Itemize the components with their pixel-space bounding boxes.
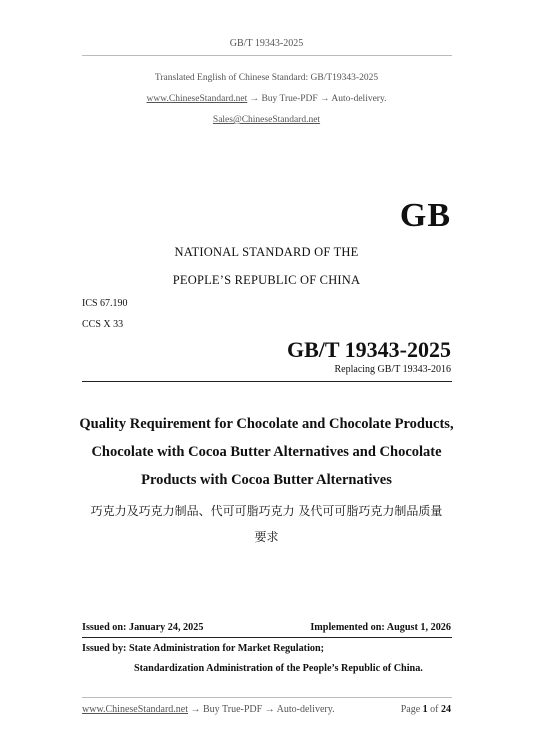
- issued-by-line-2: Standardization Administration of the People’s Republic of China.: [134, 663, 423, 674]
- issued-by-line-1: Issued by: State Administration for Market Regulation;: [82, 643, 325, 654]
- replacing-note: Replacing GB/T 19343-2016: [334, 364, 451, 375]
- issued-on-date: Issued on: January 24, 2025: [82, 622, 204, 633]
- running-header: GB/T 19343-2025: [229, 38, 304, 49]
- footer-site-link[interactable]: www.ChineseStandard.net: [82, 704, 188, 715]
- title-zh-line-1: 巧克力及巧克力制品、代可可脂巧克力 及代可可脂巧克力制品质量: [90, 504, 443, 518]
- page-number: 1: [422, 704, 428, 715]
- standard-number: GB/T 19343-2025: [286, 337, 451, 362]
- of-label: of: [430, 704, 439, 715]
- title-en-line-2: Chocolate with Cocoa Butter Alternatives and Chocolate: [91, 444, 442, 460]
- national-standard-line: NATIONAL STANDARD OF THE: [174, 245, 359, 259]
- sales-email-link[interactable]: Sales@ChineseStandard.net: [212, 115, 321, 125]
- ccs-code: CCS X 33: [82, 319, 124, 330]
- site-link[interactable]: www.ChineseStandard.net: [146, 94, 248, 104]
- translation-notice: Translated English of Chinese Standard: GB/T19343-2025: [154, 73, 379, 83]
- gb-logo: GB: [399, 197, 451, 234]
- implemented-on-date: Implemented on: August 1, 2026: [310, 622, 451, 633]
- title-divider: [82, 381, 452, 382]
- purchase-line: [0, 94, 533, 104]
- date-divider: [82, 637, 452, 638]
- title-en-line-1: Quality Requirement for Chocolate and Chocolate Products,: [79, 416, 454, 432]
- footer-purchase-text: → Buy True-PDF → Auto-delivery.: [190, 704, 335, 715]
- page-total: 24: [441, 704, 451, 715]
- email-line: [0, 115, 533, 125]
- purchase-text: → Buy True-PDF → Auto-delivery.: [249, 94, 387, 104]
- header-divider: [82, 55, 452, 56]
- page-label: Page: [400, 704, 421, 715]
- title-en-line-3: Products with Cocoa Butter Alternatives: [141, 472, 392, 488]
- footer-purchase-line: [82, 704, 335, 715]
- republic-line: PEOPLE’S REPUBLIC OF CHINA: [172, 273, 361, 287]
- footer-divider: [82, 697, 452, 698]
- page-indicator: [401, 704, 451, 715]
- title-zh-line-2: 要求: [254, 530, 279, 544]
- ics-code: ICS 67.190: [82, 298, 128, 309]
